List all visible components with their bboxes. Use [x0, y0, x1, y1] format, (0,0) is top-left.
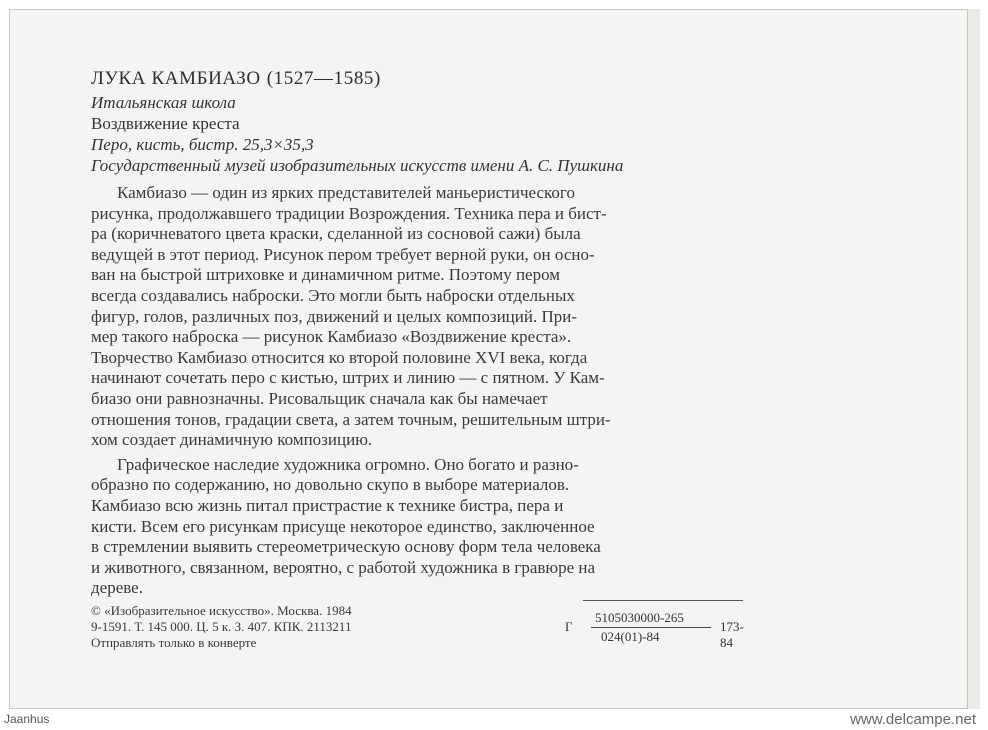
body-line: Графическое наследие художника огромно. Оно богато и разно- — [117, 455, 579, 474]
body-line: хом создает динамичную композицию. — [91, 430, 373, 449]
medium-line: Перо, кисть, бистр. 25,3×35,3 — [91, 135, 314, 154]
watermark-left: Jaanhus — [4, 712, 50, 726]
index-denominator: 024(01)-84 — [601, 629, 660, 644]
body-line: мер такого наброска — рисунок Камбиазо «Воздвижение креста». — [91, 327, 572, 346]
catalog-index — [565, 610, 753, 650]
print-info-line: 9-1591. Т. 145 000. Ц. 5 к. З. 407. КПК. 2113211 — [91, 619, 352, 634]
body-line: Камбиазо — один из ярких представителей маньеристического — [117, 183, 575, 202]
work-title: Воздвижение креста — [91, 114, 240, 133]
body-line: биазо они равнозначны. Рисовальщик сначала как бы намечает — [91, 389, 548, 408]
body-line: в стремлении выявить стереометрическую основу форм тела человека — [91, 537, 601, 556]
body-line: и животного, связанном, вероятно, с работой художника в гравюре на — [91, 558, 596, 577]
body-line: ван на быстрой штриховке и динамичном ритме. Поэтому пером — [91, 265, 561, 284]
artist-dates: (1527—1585) — [266, 68, 381, 89]
museum-line: Государственный музей изобразительных искусств имени А. С. Пушкина — [91, 156, 624, 175]
school-line: Итальянская школа — [91, 93, 236, 112]
body-line: Камбиазо всю жизнь питал пристрастие к технике бистра, пера и — [91, 496, 564, 515]
body-line: образно по содержанию, но довольно скупо в выборе материалов. — [91, 475, 570, 494]
card-fold-edge — [967, 9, 980, 709]
body-line: кисти. Всем его рисункам присуще некоторое единство, заключенное — [91, 517, 595, 536]
publisher-line: © «Изобразительное искусство». Москва. 1984 — [91, 603, 352, 618]
body-line: ра (коричневатого цвета краски, сделанной из сосновой сажи) была — [91, 224, 581, 243]
body-line: ведущей в этот период. Рисунок пером требует верной руки, он осно- — [91, 245, 595, 264]
body-line: отношения тонов, градации света, а затем точным, решительным штри- — [91, 410, 611, 429]
index-numerator: 5105030000-265 — [595, 610, 684, 625]
artist-heading — [91, 68, 381, 90]
index-letter: Г — [565, 619, 573, 634]
body-line: всегда создавались наброски. Это могли быть наброски отдельных — [91, 286, 575, 305]
index-top-rule — [583, 600, 743, 601]
body-line: Творчество Камбиазо относится ко второй половине XVI века, когда — [91, 348, 588, 367]
index-fraction-rule — [591, 627, 711, 628]
mailing-note: Отправлять только в конверте — [91, 635, 257, 650]
watermark-right: www.delcampe.net — [850, 711, 976, 728]
body-line: рисунка, продолжавшего традиции Возрождения. Техника пера и бист- — [91, 204, 607, 223]
body-line: дереве. — [91, 578, 143, 597]
body-line: фигур, голов, различных поз, движений и целых композиций. При- — [91, 307, 577, 326]
body-line: начинают сочетать перо с кистью, штрих и линию — с пятном. У Кам- — [91, 368, 605, 387]
artist-name: ЛУКА КАМБИАЗО — [91, 68, 261, 89]
index-suffix: 173-84 — [720, 619, 744, 650]
